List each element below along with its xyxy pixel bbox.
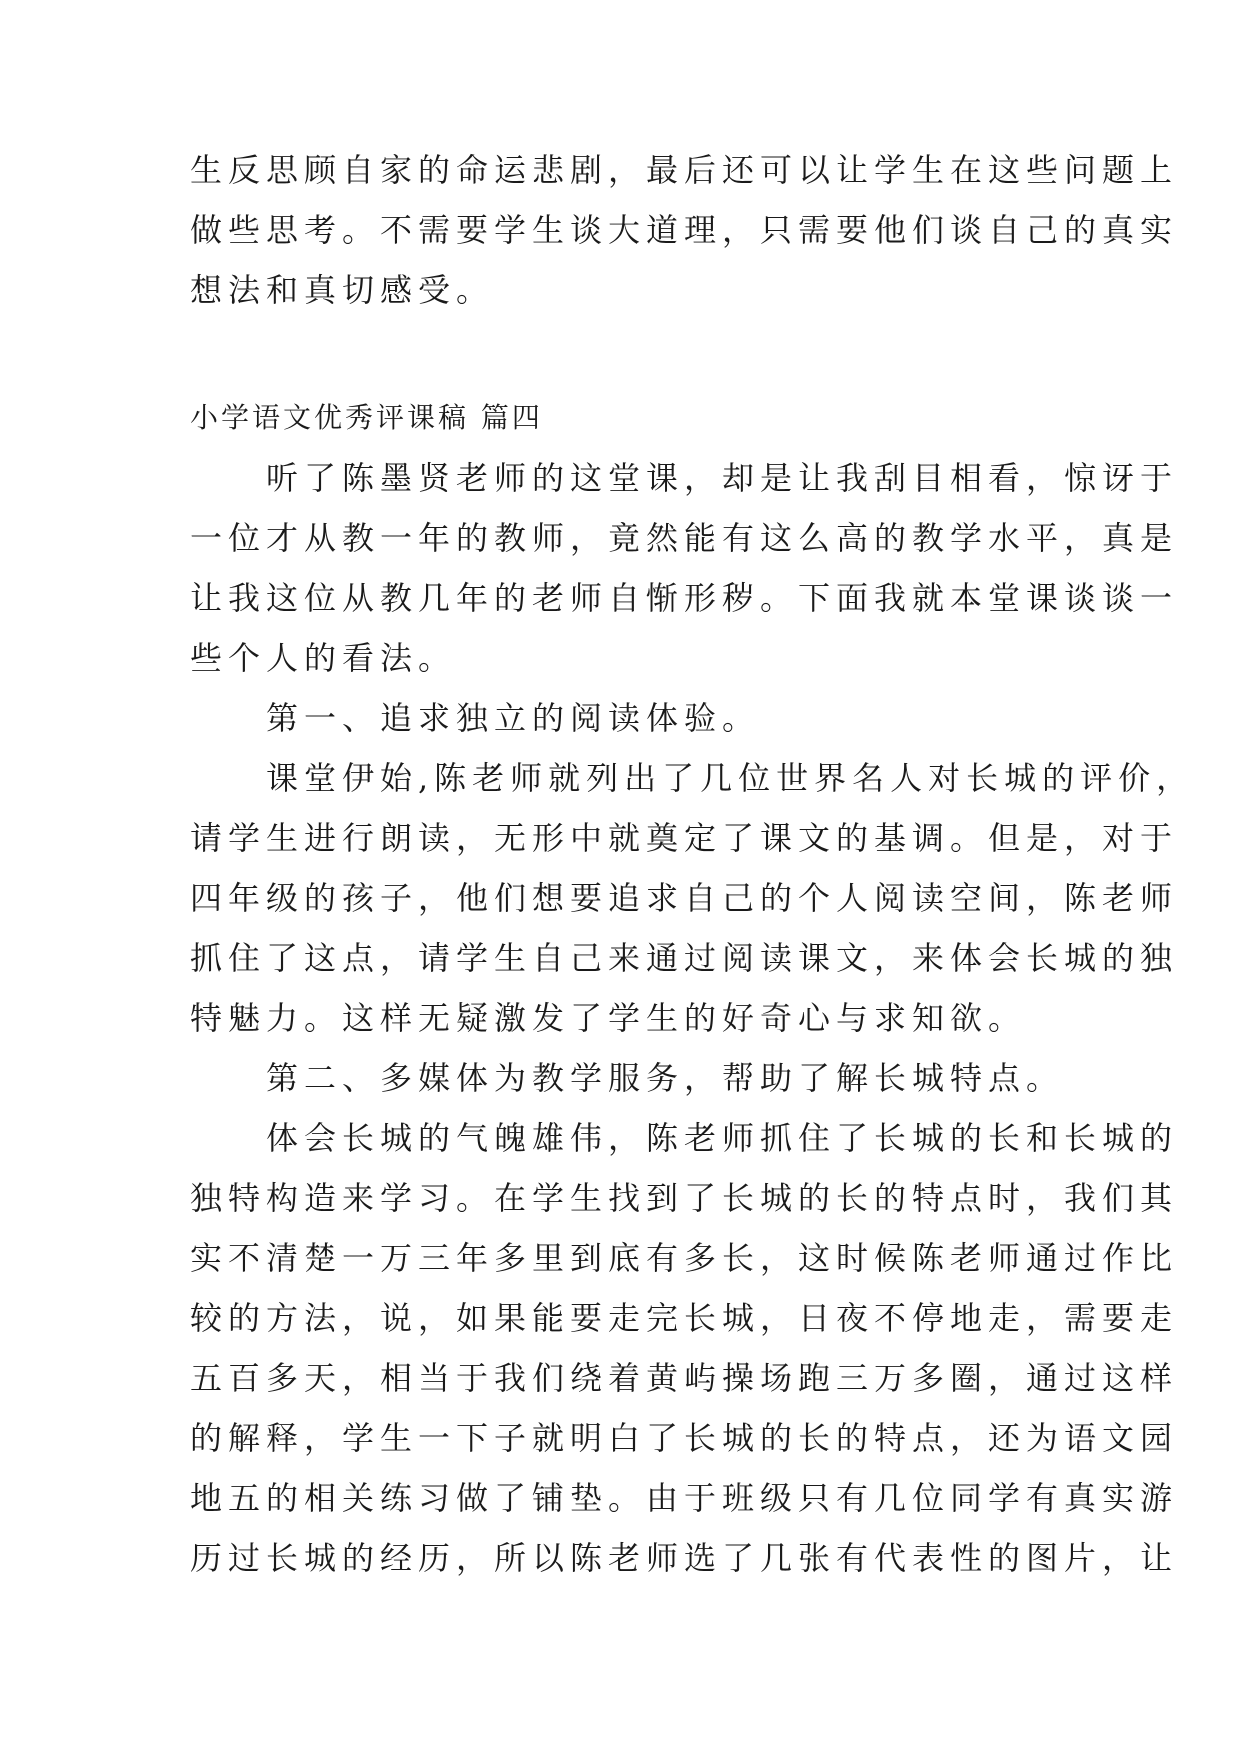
text-line: 一位才从教一年的教师，竟然能有这么高的教学水平，真是 (190, 519, 1179, 557)
text-line: 让我这位从教几年的老师自惭形秽。下面我就本堂课谈谈一 (190, 579, 1179, 617)
text-line: 些个人的看法。 (190, 639, 457, 677)
text-line: 生反思顾自家的命运悲剧，最后还可以让学生在这些问题上 (190, 151, 1179, 189)
text-line: 独特构造来学习。在学生找到了长城的长的特点时，我们其 (190, 1179, 1179, 1217)
text-line: 五百多天，相当于我们绕着黄屿操场跑三万多圈，通过这样 (190, 1359, 1179, 1397)
text-line: 课堂伊始,陈老师就列出了几位世界名人对长城的评价， (190, 759, 1195, 797)
text-line: 较的方法，说，如果能要走完长城，日夜不停地走，需要走 (190, 1299, 1179, 1337)
text-line: 特魅力。这样无疑激发了学生的好奇心与求知欲。 (190, 999, 1027, 1037)
text-line: 的解释，学生一下子就明白了长城的长的特点，还为语文园 (190, 1419, 1179, 1457)
text-line: 第二、多媒体为教学服务，帮助了解长城特点。 (190, 1059, 1065, 1097)
text-line: 第一、追求独立的阅读体验。 (190, 699, 761, 737)
text-line: 做些思考。不需要学生谈大道理，只需要他们谈自己的真实 (190, 211, 1179, 249)
text-line: 体会长城的气魄雄伟，陈老师抓住了长城的长和长城的 (190, 1119, 1179, 1157)
text-line: 抓住了这点，请学生自己来通过阅读课文，来体会长城的独 (190, 939, 1179, 977)
text-line: 历过长城的经历，所以陈老师选了几张有代表性的图片，让 (190, 1539, 1179, 1577)
text-line: 听了陈墨贤老师的这堂课，却是让我刮目相看，惊讶于 (190, 459, 1179, 497)
text-line: 四年级的孩子，他们想要追求自己的个人阅读空间，陈老师 (190, 879, 1179, 917)
text-line: 地五的相关练习做了铺垫。由于班级只有几位同学有真实游 (190, 1479, 1179, 1517)
text-line: 实不清楚一万三年多里到底有多长，这时候陈老师通过作比 (190, 1239, 1179, 1277)
text-line: 请学生进行朗读，无形中就奠定了课文的基调。但是，对于 (190, 819, 1179, 857)
section-heading: 小学语文优秀评课稿 篇四 (190, 401, 543, 434)
text-line: 想法和真切感受。 (190, 271, 495, 309)
